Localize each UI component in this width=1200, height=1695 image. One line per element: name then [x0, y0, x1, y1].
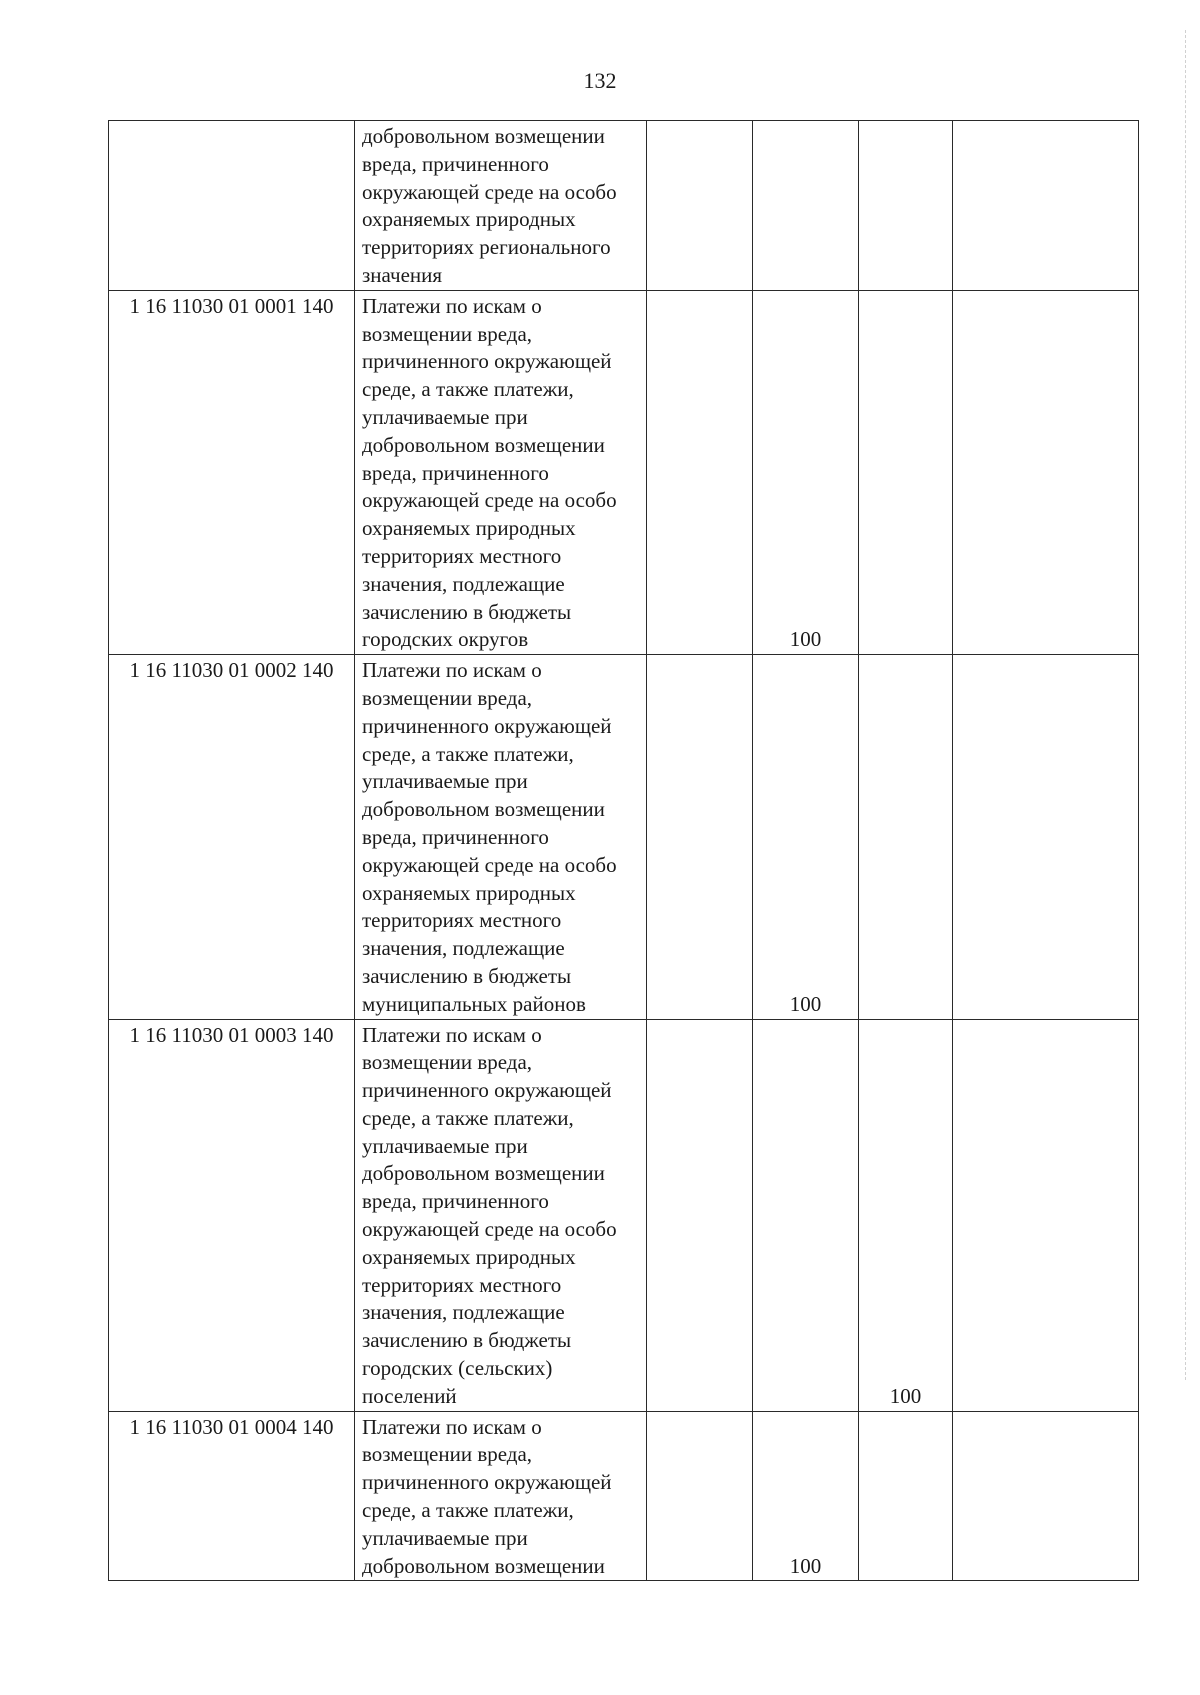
description-line: территориях регионального [362, 235, 611, 260]
value-cell-col6 [953, 655, 1139, 1019]
value-cell-col6 [953, 1019, 1139, 1411]
description-line: уплачиваемые при [362, 1525, 528, 1550]
value-cell-col5 [859, 121, 953, 291]
description-line: зачислению в бюджеты [362, 599, 572, 624]
description-line: значения [362, 262, 443, 287]
description-line: вреда, причиненного [362, 1189, 549, 1214]
description-line: Платежи по искам о [362, 658, 542, 683]
description-line: причиненного окружающей [362, 713, 612, 738]
description-line: добровольном возмещении [362, 1161, 605, 1186]
description-line: причиненного окружающей [362, 1470, 612, 1495]
description-line: значения, подлежащие [362, 571, 565, 596]
table-row [109, 290, 1139, 654]
value-cell-col3 [647, 1411, 753, 1581]
table-row [109, 1019, 1139, 1411]
value-cell-col4 [753, 1019, 859, 1411]
description-line: значения, подлежащие [362, 1300, 565, 1325]
budget-code-cell [109, 121, 355, 291]
value-cell-col4 [753, 121, 859, 291]
scan-edge-artifact [1185, 30, 1194, 1380]
table-row [109, 121, 1139, 291]
budget-code-cell: 1 16 11030 01 0004 140 [109, 1411, 355, 1581]
description-line: окружающей среде на особо [362, 1217, 617, 1242]
value-cell-col3 [647, 290, 753, 654]
value-cell-col5 [859, 655, 953, 1019]
description-line: среде, а также платежи, [362, 741, 574, 766]
description-line: вреда, причиненного [362, 824, 549, 849]
description-line: добровольном возмещении [362, 797, 605, 822]
description-cell [355, 1019, 647, 1411]
description-line: возмещении вреда, [362, 685, 533, 710]
value-cell-col5 [859, 1411, 953, 1581]
description-line: Платежи по искам о [362, 293, 542, 318]
description-line: городских округов [362, 627, 529, 652]
description-line: среде, а также платежи, [362, 1498, 574, 1523]
description-line: территориях местного [362, 543, 562, 568]
description-line: охраняемых природных [362, 880, 576, 905]
description-line: вреда, причиненного [362, 151, 549, 176]
description-line: Платежи по искам о [362, 1022, 542, 1047]
description-line: возмещении вреда, [362, 1050, 533, 1075]
value-cell-col6 [953, 1411, 1139, 1581]
budget-code-cell: 1 16 11030 01 0001 140 [109, 290, 355, 654]
description-line: добровольном возмещении [362, 124, 605, 148]
value-cell-col6 [953, 290, 1139, 654]
description-line: добровольном возмещении [362, 1553, 605, 1578]
description-line: поселений [362, 1383, 457, 1408]
description-line: окружающей среде на особо [362, 852, 617, 877]
value-cell-col5 [859, 290, 953, 654]
description-cell [355, 121, 647, 291]
budget-code-cell: 1 16 11030 01 0002 140 [109, 655, 355, 1019]
description-line: причиненного окружающей [362, 349, 612, 374]
description-line: охраняемых природных [362, 207, 576, 232]
value-cell-col3 [647, 1019, 753, 1411]
description-cell [355, 1411, 647, 1581]
description-line: городских (сельских) [362, 1356, 553, 1381]
description-line: Платежи по искам о [362, 1414, 542, 1439]
description-line: возмещении вреда, [362, 1442, 533, 1467]
value-cell-col5: 100 [859, 1019, 953, 1411]
page-number: 132 [583, 68, 617, 93]
description-cell [355, 655, 647, 1019]
budget-code-table [108, 120, 1139, 1581]
description-line: территориях местного [362, 1272, 562, 1297]
description-line: муниципальных районов [362, 991, 586, 1016]
value-cell-col3 [647, 655, 753, 1019]
description-line: окружающей среде на особо [362, 488, 617, 513]
description-line: уплачиваемые при [362, 404, 528, 429]
budget-code-cell: 1 16 11030 01 0003 140 [109, 1019, 355, 1411]
description-line: окружающей среде на особо [362, 179, 617, 204]
description-line: территориях местного [362, 908, 562, 933]
value-cell-col4: 100 [753, 655, 859, 1019]
description-line: зачислению в бюджеты [362, 1328, 572, 1353]
description-line: вреда, причиненного [362, 460, 549, 485]
value-cell-col6 [953, 121, 1139, 291]
description-line: зачислению в бюджеты [362, 963, 572, 988]
description-line: уплачиваемые при [362, 769, 528, 794]
value-cell-col4: 100 [753, 290, 859, 654]
table-row [109, 1411, 1139, 1581]
description-line: среде, а также платежи, [362, 1105, 574, 1130]
description-line: охраняемых природных [362, 1244, 576, 1269]
value-cell-col4: 100 [753, 1411, 859, 1581]
description-line: возмещении вреда, [362, 321, 533, 346]
description-line: уплачиваемые при [362, 1133, 528, 1158]
description-line: охраняемых природных [362, 516, 576, 541]
description-line: добровольном возмещении [362, 432, 605, 457]
description-line: причиненного окружающей [362, 1078, 612, 1103]
description-line: среде, а также платежи, [362, 377, 574, 402]
table-row [109, 655, 1139, 1019]
table-body [109, 121, 1139, 1581]
description-line: значения, подлежащие [362, 936, 565, 961]
value-cell-col3 [647, 121, 753, 291]
description-cell [355, 290, 647, 654]
